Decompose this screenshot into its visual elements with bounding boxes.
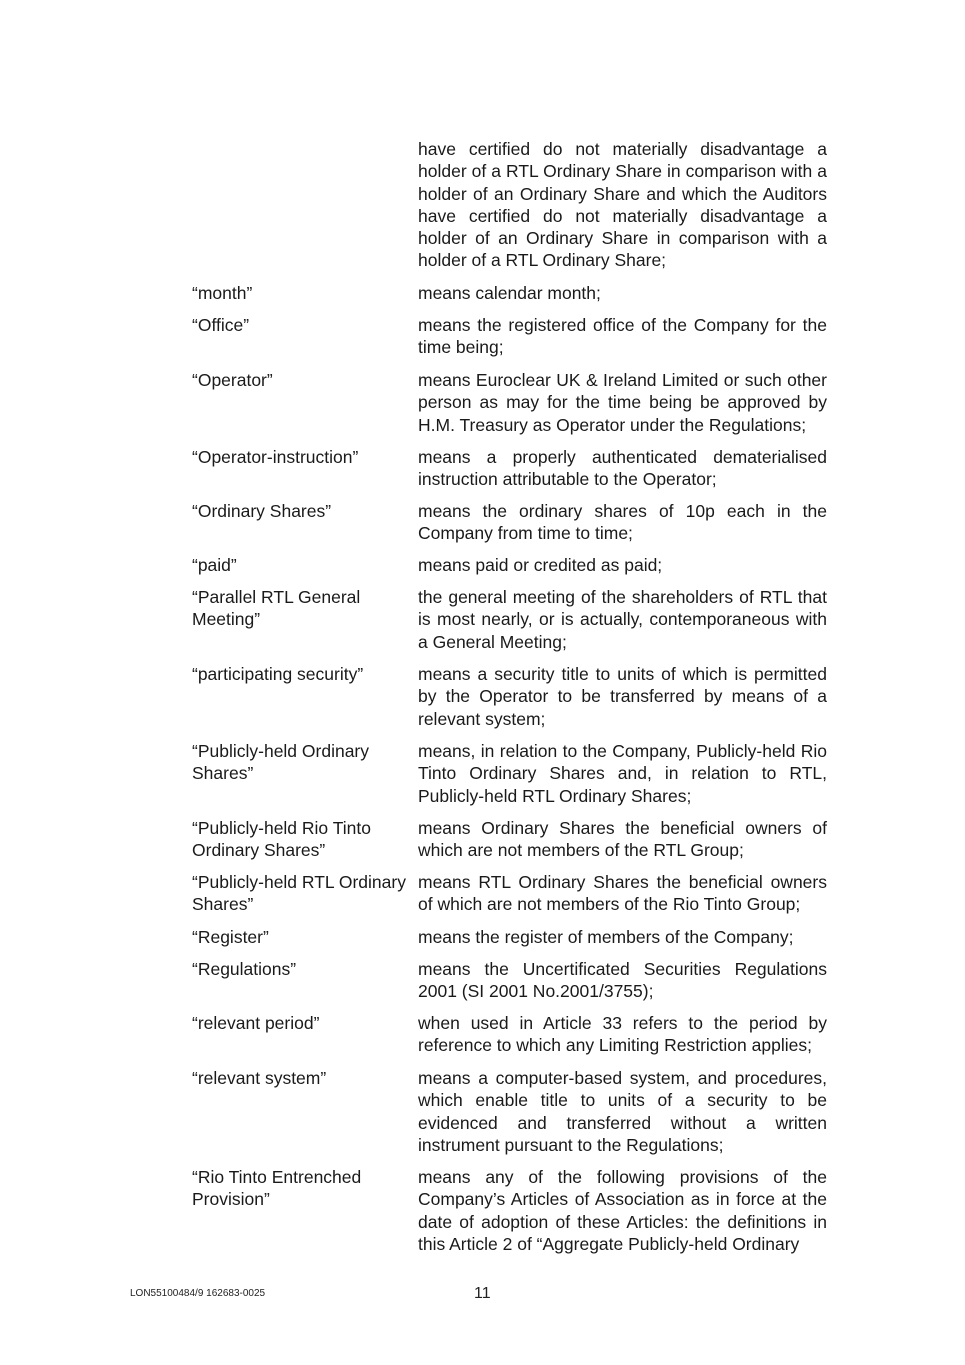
definition-row [192, 369, 827, 436]
definition-meaning: means a computer-based system, and procedures, which enable title to units of a security to be evidenced and transferred without a written instrument pursuant to the Regulations; [418, 1068, 827, 1155]
definition-meaning: the general meeting of the shareholders of RTL that is most nearly, or is actually, contemporaneous with a General Meeting; [418, 587, 827, 652]
definition-term: “Register” [192, 927, 269, 947]
document-reference: LON55100484/9 162683-0025 [130, 1288, 266, 1299]
definition-row [192, 740, 827, 807]
definition-row [192, 1067, 827, 1156]
definition-row [192, 663, 827, 730]
definition-term: “Rio Tinto Entrenched Provision” [192, 1167, 362, 1210]
continued-definition-text: have certified do not materially disadvantage a holder of a RTL Ordinary Share in comparison with a holder of an Ordinary Share and which the Auditors have certified do not materially disadvantage a holder of an Ordinary Share in comparison with a holder of a RTL Ordinary Share; [418, 139, 827, 271]
definition-meaning: when used in Article 33 refers to the period by reference to which any Limiting Restriction applies; [418, 1013, 827, 1056]
definition-term: “month” [192, 283, 253, 303]
definition-term: “Office” [192, 315, 250, 335]
definition-term: “Parallel RTL General Meeting” [192, 587, 361, 630]
definition-meaning: means RTL Ordinary Shares the beneficial owners of which are not members of the Rio Tinto Group; [418, 872, 827, 915]
definition-row [192, 926, 827, 948]
definition-row [192, 282, 827, 304]
definition-term: “Operator” [192, 370, 273, 390]
definition-row [192, 817, 827, 862]
definition-term: “paid” [192, 555, 237, 575]
definition-term: “Publicly-held Rio Tinto Ordinary Shares” [192, 818, 371, 861]
definition-meaning: means the Uncertificated Securities Regulations 2001 (SI 2001 No.2001/3755); [418, 959, 827, 1002]
definition-meaning: means the registered office of the Company for the time being; [418, 315, 827, 358]
definition-meaning: means a properly authenticated dematerialised instruction attributable to the Operator; [418, 447, 827, 490]
definition-meaning: means any of the following provisions of the Company’s Articles of Association as in force at the date of adoption of these Articles: the definitions in this Article 2 of “Aggregate Publicly-held Ordinary [418, 1167, 827, 1254]
definition-row [192, 958, 827, 1003]
definition-row [192, 871, 827, 916]
definition-meaning: means Euroclear UK & Ireland Limited or such other person as may for the time being be approved by H.M. Treasury as Operator under the Regulations; [418, 370, 827, 435]
definition-term: “participating security” [192, 664, 364, 684]
definition-row [192, 500, 827, 545]
definition-row [192, 446, 827, 491]
definition-term: “Publicly-held Ordinary Shares” [192, 741, 370, 784]
definition-row [192, 586, 827, 653]
definition-term: “relevant period” [192, 1013, 320, 1033]
page-number: 11 [474, 1285, 491, 1302]
definition-meaning: means the ordinary shares of 10p each in the Company from time to time; [418, 501, 827, 544]
definition-meaning: means, in relation to the Company, Publicly-held Rio Tinto Ordinary Shares and, in relation to RTL, Publicly-held RTL Ordinary Shares; [418, 741, 827, 806]
definition-row [192, 1012, 827, 1057]
definition-meaning: means calendar month; [418, 283, 601, 303]
definition-meaning: means paid or credited as paid; [418, 555, 663, 575]
definition-meaning: means the register of members of the Company; [418, 927, 794, 947]
definition-row [192, 1166, 827, 1255]
definition-term: “relevant system” [192, 1068, 327, 1088]
definition-term: “Operator-instruction” [192, 447, 359, 467]
definition-meaning: means Ordinary Shares the beneficial owners of which are not members of the RTL Group; [418, 818, 827, 861]
definition-row [192, 314, 827, 359]
definition-term: “Ordinary Shares” [192, 501, 332, 521]
definition-term: “Regulations” [192, 959, 297, 979]
definition-meaning: means a security title to units of which is permitted by the Operator to be transferred by means of a relevant system; [418, 664, 827, 729]
definition-row [192, 554, 827, 576]
definition-term: “Publicly-held RTL Ordinary Shares” [192, 872, 406, 915]
